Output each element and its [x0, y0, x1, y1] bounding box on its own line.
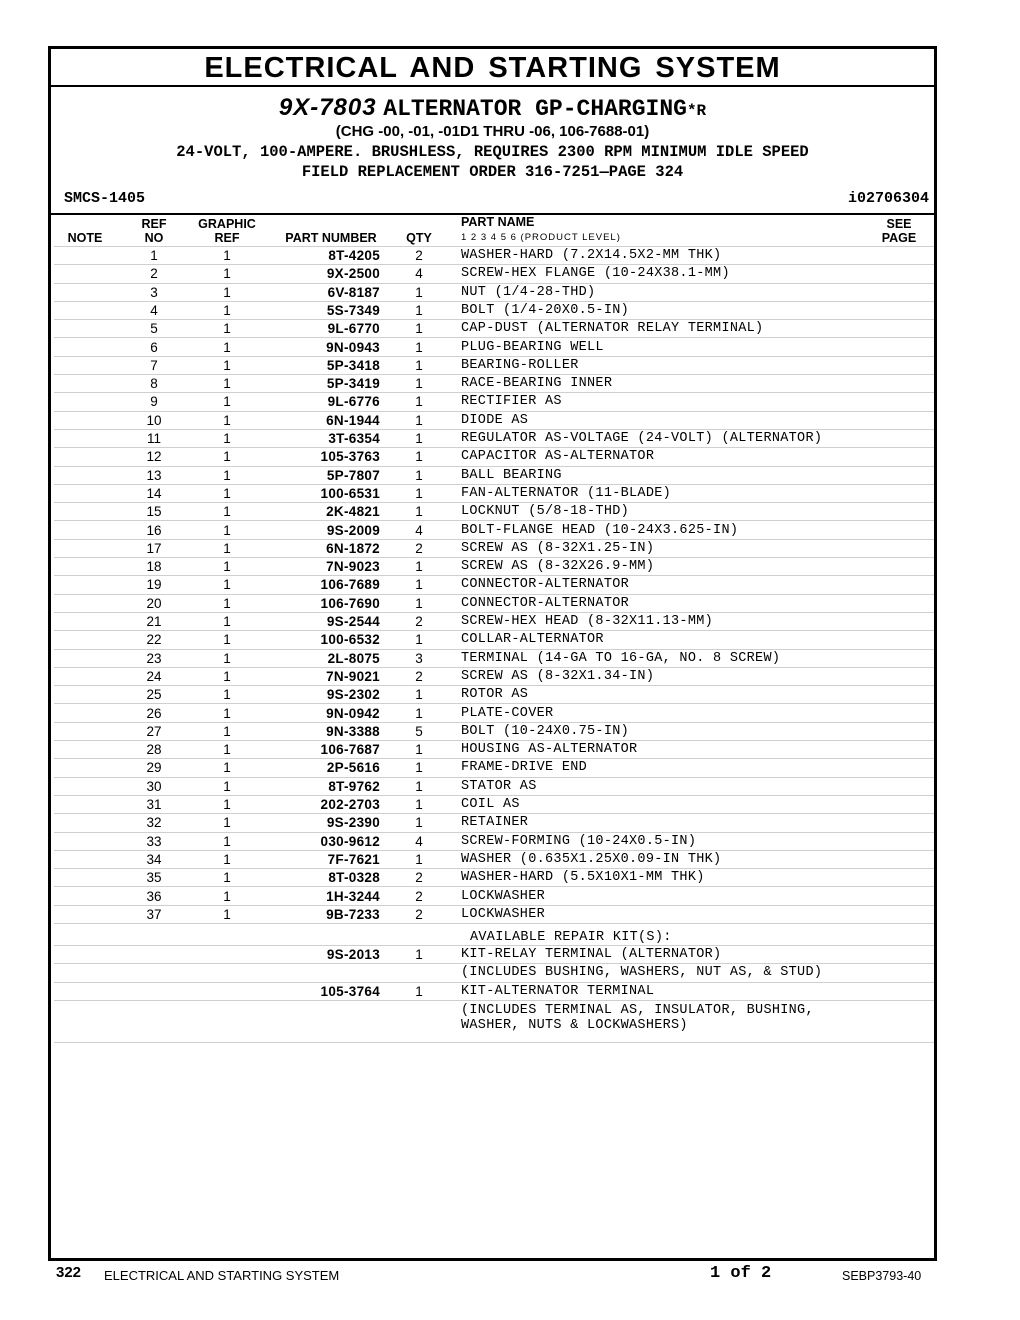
quantity: 1	[415, 431, 423, 446]
part-number: 9N-3388	[326, 723, 380, 739]
part-name: LOCKNUT (5/8-18-THD)	[461, 504, 630, 520]
ref-no: 14	[146, 485, 162, 501]
ref-no: 2	[150, 266, 158, 282]
part-number: 1H-3244	[326, 888, 380, 904]
part-name: BOLT-FLANGE HEAD (10-24X3.625-IN)	[461, 522, 739, 538]
quantity: 1	[415, 412, 423, 428]
ref-no: 8	[150, 376, 158, 392]
table-row	[54, 686, 934, 704]
part-number: 8T-0328	[328, 870, 380, 886]
part-number: 100-6532	[320, 632, 380, 648]
graphic-ref: 1	[223, 467, 231, 483]
part-name: CAPACITOR AS-ALTERNATOR	[461, 449, 655, 465]
graphic-ref: 1	[223, 559, 231, 575]
ref-no: 29	[146, 760, 162, 776]
illustration-id: i02706304	[847, 190, 929, 207]
part-number: 106-7687	[320, 742, 380, 758]
part-number: 105-3763	[320, 449, 380, 465]
table-row	[54, 339, 934, 357]
quantity: 1	[415, 815, 423, 831]
ref-no: 15	[146, 504, 162, 520]
ref-no: 12	[146, 449, 162, 465]
ref-no: 27	[146, 723, 162, 739]
graphic-ref: 1	[223, 412, 231, 428]
part-number: 9X-2500	[326, 266, 380, 282]
quantity: 5	[415, 723, 423, 739]
product-level-legend: 1 2 3 4 5 6 (PRODUCT LEVEL)	[461, 232, 621, 243]
part-number: 7F-7621	[327, 851, 380, 867]
part-name: PLUG-BEARING WELL	[461, 339, 604, 355]
part-name: BOLT (10-24X0.75-IN)	[461, 723, 630, 739]
quantity: 1	[415, 559, 423, 575]
ref-no: 23	[146, 650, 162, 666]
part-number: 8T-4205	[328, 248, 380, 263]
ref-no: 16	[146, 522, 162, 538]
group-title	[51, 95, 934, 124]
col-ref-top: REF	[141, 217, 167, 231]
table-row	[54, 851, 934, 869]
quantity: 4	[415, 266, 423, 282]
table-row	[54, 906, 934, 924]
part-name: COIL AS	[461, 797, 520, 812]
part-name: STATOR AS	[461, 778, 537, 794]
quantity: 1	[415, 595, 423, 611]
part-number: 9N-0943	[326, 339, 380, 355]
ref-no: 34	[146, 851, 162, 867]
part-number: 9B-7233	[326, 906, 380, 922]
table-row	[54, 558, 934, 576]
table-row	[54, 796, 934, 814]
part-number: 030-9612	[320, 833, 380, 849]
table-row	[54, 631, 934, 649]
kit-row	[54, 983, 934, 1001]
part-name: REGULATOR AS-VOLTAGE (24-VOLT) (ALTERNATOR)	[461, 431, 823, 446]
quantity: 2	[415, 540, 423, 556]
graphic-ref: 1	[223, 394, 231, 410]
part-number: 3T-6354	[328, 431, 380, 446]
quantity: 2	[415, 614, 423, 629]
graphic-ref: 1	[223, 742, 231, 758]
ref-no: 33	[146, 833, 162, 849]
ref-no: 6	[150, 339, 158, 355]
part-number: 9L-6776	[327, 394, 380, 410]
kit-contents-note: (INCLUDES BUSHING, WASHERS, NUT AS, & STUD)	[461, 965, 823, 981]
quantity: 1	[415, 632, 423, 648]
col-see-bottom: PAGE	[881, 231, 917, 245]
col-qty: QTY	[406, 231, 432, 245]
quantity: 3	[415, 650, 423, 666]
ref-no: 28	[146, 742, 162, 758]
part-number: 106-7689	[320, 577, 380, 593]
ref-no: 4	[150, 302, 158, 318]
ref-no: 37	[146, 906, 162, 922]
kit-part-number: 9S-2013	[326, 947, 380, 963]
page-frame	[48, 46, 937, 1261]
kits-heading: AVAILABLE REPAIR KIT(S):	[470, 930, 672, 946]
col-ref-bottom: NO	[144, 231, 164, 245]
graphic-ref: 1	[223, 248, 231, 263]
table-row	[54, 814, 934, 832]
ref-no: 30	[146, 778, 162, 794]
part-name: ROTOR AS	[461, 687, 529, 703]
graphic-ref: 1	[223, 376, 231, 392]
kit-contents-note: (INCLUDES TERMINAL AS, INSULATOR, BUSHING, WASHER, NUTS & LOCKWASHERS)	[461, 1003, 814, 1033]
quantity: 2	[415, 668, 423, 684]
quantity: 1	[415, 376, 423, 392]
graphic-ref: 1	[223, 485, 231, 501]
part-name: BALL BEARING	[461, 467, 562, 483]
part-number: 9S-2544	[326, 614, 380, 629]
graphic-ref: 1	[223, 797, 231, 812]
graphic-ref: 1	[223, 284, 231, 300]
part-name: FAN-ALTERNATOR (11-BLADE)	[461, 485, 672, 501]
part-number: 5S-7349	[326, 302, 380, 318]
table-row	[54, 522, 934, 540]
quantity: 1	[415, 449, 423, 465]
quantity: 1	[415, 778, 423, 794]
graphic-ref: 1	[223, 577, 231, 593]
part-name: FRAME-DRIVE END	[461, 760, 588, 776]
table-row	[54, 503, 934, 521]
table-row	[54, 778, 934, 796]
part-name: WASHER-HARD (7.2X14.5X2-MM THK)	[461, 248, 722, 263]
part-number: 9N-0942	[326, 705, 380, 721]
kit-quantity: 1	[415, 947, 423, 963]
quantity: 1	[415, 705, 423, 721]
kit-name: KIT-RELAY TERMINAL (ALTERNATOR)	[461, 947, 722, 963]
kit-quantity: 1	[415, 983, 423, 999]
ref-no: 10	[146, 412, 162, 428]
graphic-ref: 1	[223, 778, 231, 794]
graphic-ref: 1	[223, 833, 231, 849]
part-name: SCREW AS (8-32X26.9-MM)	[461, 559, 655, 575]
quantity: 1	[415, 321, 423, 337]
ref-no: 35	[146, 870, 162, 886]
quantity: 4	[415, 522, 423, 538]
table-row	[54, 613, 934, 631]
graphic-ref: 1	[223, 595, 231, 611]
quantity: 2	[415, 888, 423, 904]
graphic-ref: 1	[223, 687, 231, 703]
ref-no: 19	[146, 577, 162, 593]
part-number: 5P-7807	[326, 467, 380, 483]
part-number: 9S-2390	[326, 815, 380, 831]
part-name: DIODE AS	[461, 412, 529, 428]
section-title: ELECTRICAL AND STARTING SYSTEM	[51, 49, 934, 87]
part-name: CONNECTOR-ALTERNATOR	[461, 577, 630, 593]
ref-no: 5	[150, 321, 158, 337]
footer-section: ELECTRICAL AND STARTING SYSTEM	[104, 1268, 340, 1283]
table-row	[54, 741, 934, 759]
part-name: RETAINER	[461, 815, 529, 831]
quantity: 1	[415, 357, 423, 373]
part-name: BOLT (1/4-20X0.5-IN)	[461, 302, 630, 318]
table-row	[54, 357, 934, 375]
ref-no: 1	[150, 248, 158, 263]
graphic-ref: 1	[223, 705, 231, 721]
footer-page-number: 322	[56, 1264, 82, 1281]
col-see-top: SEE	[886, 217, 912, 231]
part-name: SCREW AS (8-32X1.34-IN)	[461, 668, 655, 684]
quantity: 1	[415, 339, 423, 355]
ref-no: 20	[146, 595, 162, 611]
ref-no: 9	[150, 394, 158, 410]
smcs-code: SMCS-1405	[64, 190, 146, 207]
ref-no: 25	[146, 687, 162, 703]
kits-heading-row	[54, 924, 934, 946]
part-name: SCREW-HEX HEAD (8-32X11.13-MM)	[461, 614, 714, 629]
graphic-ref: 1	[223, 815, 231, 831]
graphic-ref: 1	[223, 540, 231, 556]
table-row	[54, 540, 934, 558]
part-number: 9S-2009	[326, 522, 380, 538]
table-row	[54, 375, 934, 393]
quantity: 1	[415, 504, 423, 520]
quantity: 2	[415, 870, 423, 886]
part-name: TERMINAL (14-GA TO 16-GA, NO. 8 SCREW)	[461, 650, 781, 666]
table-row	[54, 705, 934, 723]
kit-note-row	[54, 1001, 934, 1043]
graphic-ref: 1	[223, 449, 231, 465]
table-row	[54, 888, 934, 906]
quantity: 1	[415, 467, 423, 483]
graphic-ref: 1	[223, 321, 231, 337]
part-name: WASHER-HARD (5.5X10X1-MM THK)	[461, 870, 705, 886]
graphic-ref: 1	[223, 504, 231, 520]
quantity: 2	[415, 248, 423, 263]
part-name: BEARING-ROLLER	[461, 357, 579, 373]
part-number: 100-6531	[320, 485, 380, 501]
kit-note-row	[54, 964, 934, 982]
part-name: SCREW AS (8-32X1.25-IN)	[461, 540, 655, 556]
part-number: 9L-6770	[327, 321, 380, 337]
ref-no: 11	[146, 431, 161, 446]
table-row	[54, 412, 934, 430]
part-number: 2K-4821	[326, 504, 380, 520]
graphic-ref: 1	[223, 266, 231, 282]
ref-no: 7	[150, 357, 158, 373]
table-row	[54, 265, 934, 283]
part-number: 7N-9023	[326, 559, 380, 575]
part-number: 5P-3418	[326, 357, 380, 373]
part-number: 106-7690	[320, 595, 380, 611]
quantity: 1	[415, 851, 423, 867]
table-row	[54, 869, 934, 887]
footer-doc-number: SEBP3793-40	[842, 1269, 922, 1283]
kit-row	[54, 946, 934, 964]
graphic-ref: 1	[223, 522, 231, 538]
footer-page-of: 1 of 2	[710, 1264, 772, 1283]
graphic-ref: 1	[223, 357, 231, 373]
graphic-ref: 1	[223, 870, 231, 886]
part-number: 2P-5616	[326, 760, 380, 776]
quantity: 1	[415, 485, 423, 501]
part-name: PLATE-COVER	[461, 705, 554, 721]
quantity: 1	[415, 284, 423, 300]
ref-no: 3	[150, 284, 158, 300]
part-name: CAP-DUST (ALTERNATOR RELAY TERMINAL)	[461, 321, 764, 337]
quantity: 4	[415, 833, 423, 849]
col-graphic-top: GRAPHIC	[198, 217, 256, 231]
table-row	[54, 284, 934, 302]
table-row	[54, 650, 934, 668]
table-row	[54, 759, 934, 777]
part-number: 7N-9021	[326, 668, 380, 684]
graphic-ref: 1	[223, 906, 231, 922]
graphic-ref: 1	[223, 431, 231, 446]
part-name: SCREW-HEX FLANGE (10-24X38.1-MM)	[461, 266, 730, 282]
group-suffix: *R	[686, 102, 707, 120]
ref-no: 26	[146, 705, 162, 721]
part-number: 8T-9762	[328, 778, 380, 794]
table-row	[54, 723, 934, 741]
quantity: 2	[415, 906, 423, 922]
table-row	[54, 576, 934, 594]
table-row	[54, 430, 934, 448]
table-row	[54, 485, 934, 503]
ref-no: 17	[146, 540, 162, 556]
field-replacement-note: FIELD REPLACEMENT ORDER 316-7251—PAGE 324	[301, 163, 684, 181]
col-graphic-bottom: REF	[214, 231, 240, 245]
quantity: 1	[415, 577, 423, 593]
graphic-ref: 1	[223, 760, 231, 776]
quantity: 1	[415, 302, 423, 318]
ref-no: 31	[146, 797, 162, 812]
graphic-ref: 1	[223, 302, 231, 318]
part-name: SCREW-FORMING (10-24X0.5-IN)	[461, 833, 697, 849]
part-name: CONNECTOR-ALTERNATOR	[461, 595, 630, 611]
group-description: 24-VOLT, 100-AMPERE. BRUSHLESS, REQUIRES 2300 RPM MINIMUM IDLE SPEED	[176, 143, 809, 161]
ref-no: 18	[146, 559, 162, 575]
graphic-ref: 1	[223, 888, 231, 904]
serial-range: (CHG -00, -01, -01D1 THRU -06, 106-7688-01)	[335, 123, 650, 140]
part-name: COLLAR-ALTERNATOR	[461, 632, 604, 648]
part-name: NUT (1/4-28-THD)	[461, 284, 596, 300]
table-row	[54, 393, 934, 411]
part-name: LOCKWASHER	[461, 888, 546, 904]
part-number: 5P-3419	[326, 376, 380, 392]
graphic-ref: 1	[223, 723, 231, 739]
graphic-ref: 1	[223, 632, 231, 648]
kit-name: KIT-ALTERNATOR TERMINAL	[461, 983, 655, 999]
group-part-number: 9X-7803	[278, 94, 377, 121]
graphic-ref: 1	[223, 668, 231, 684]
group-name: ALTERNATOR GP-CHARGING	[383, 96, 687, 122]
part-number: 6N-1872	[326, 540, 380, 556]
quantity: 1	[415, 687, 423, 703]
part-name: WASHER (0.635X1.25X0.09-IN THK)	[461, 851, 722, 867]
part-number: 6N-1944	[326, 412, 380, 428]
part-number: 202-2703	[320, 797, 380, 812]
ref-no: 21	[146, 614, 162, 629]
col-part-name: PART NAME	[461, 215, 535, 229]
table-row	[54, 833, 934, 851]
col-note: NOTE	[67, 231, 103, 245]
graphic-ref: 1	[223, 650, 231, 666]
graphic-ref: 1	[223, 851, 231, 867]
part-number: 6V-8187	[327, 284, 380, 300]
table-row	[54, 247, 934, 265]
table-row	[54, 302, 934, 320]
ref-no: 22	[146, 632, 162, 648]
ref-no: 32	[146, 815, 162, 831]
ref-no: 36	[146, 888, 162, 904]
table-row	[54, 448, 934, 466]
ref-no: 24	[146, 668, 162, 684]
part-name: RACE-BEARING INNER	[461, 376, 613, 392]
graphic-ref: 1	[223, 339, 231, 355]
quantity: 1	[415, 394, 423, 410]
part-number: 2L-8075	[327, 650, 380, 666]
quantity: 1	[415, 797, 423, 812]
part-name: RECTIFIER AS	[461, 394, 562, 410]
part-name: HOUSING AS-ALTERNATOR	[461, 742, 638, 758]
col-part-number: PART NUMBER	[285, 231, 377, 245]
table-row	[54, 320, 934, 338]
graphic-ref: 1	[223, 614, 231, 629]
part-number: 9S-2302	[326, 687, 380, 703]
part-name: LOCKWASHER	[461, 906, 546, 922]
quantity: 1	[415, 742, 423, 758]
quantity: 1	[415, 760, 423, 776]
table-row	[54, 595, 934, 613]
table-row	[54, 467, 934, 485]
ref-no: 13	[146, 467, 162, 483]
table-row	[54, 668, 934, 686]
kit-part-number: 105-3764	[320, 983, 380, 999]
